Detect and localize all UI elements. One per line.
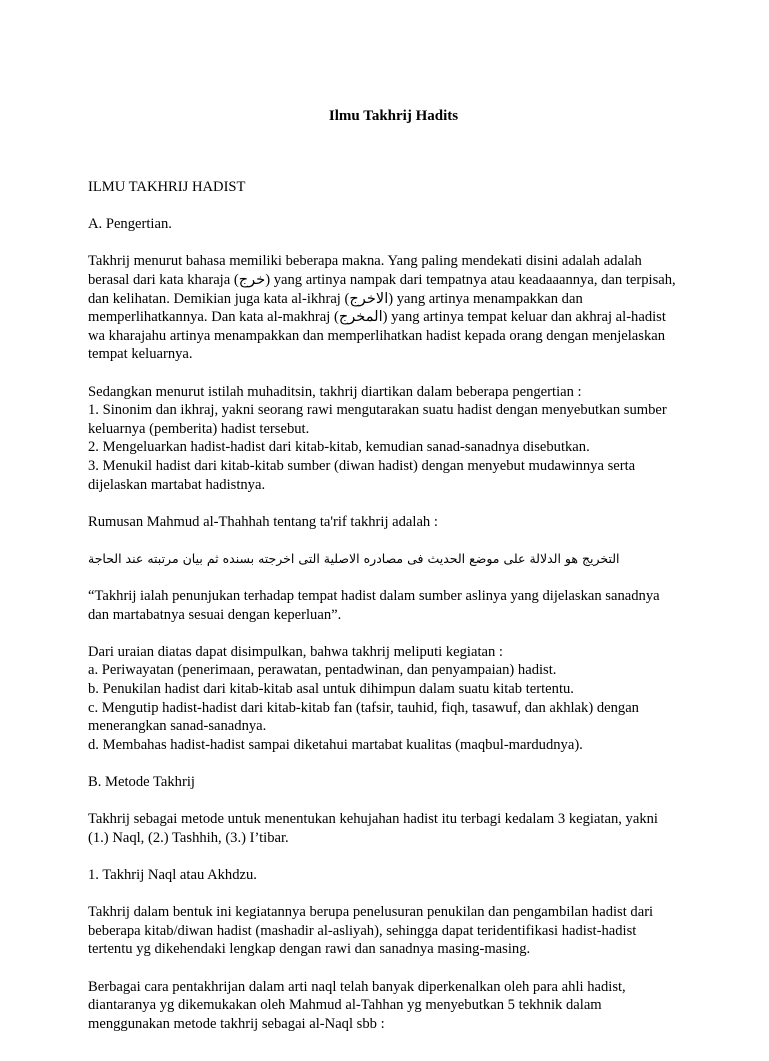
paragraph-activities xyxy=(88,643,699,755)
paragraph-techniques xyxy=(88,978,699,1034)
text-line: dan kelihatan. Demikian juga kata al-ikhraj (الاخرج) yang artinya menampakkan dan xyxy=(88,290,583,307)
paragraph-formulation: Rumusan Mahmud al-Thahhah tentang ta'rif takhrij adalah : xyxy=(88,513,438,530)
text-line: a. Periwayatan (penerimaan, perawatan, pentadwinan, dan penyampaian) hadist. xyxy=(88,662,557,679)
text-line: berasal dari kata kharaja (خرج) yang artinya nampak dari tempatnya atau keadaaannya, dan terpisah, xyxy=(88,271,676,288)
text-line: Takhrij dalam bentuk ini kegiatannya berupa penelusuran penukilan dan pengambilan hadist dari xyxy=(88,904,654,921)
text-line: d. Membahas hadist-hadist sampai diketahui martabat kualitas (maqbul-mardudnya). xyxy=(88,736,583,753)
text-line: Takhrij menurut bahasa memiliki beberapa makna. Yang paling mendekati disini adalah adalah xyxy=(88,253,642,270)
subsection-naql-heading: 1. Takhrij Naql atau Akhdzu. xyxy=(88,866,257,883)
text-line: beberapa kitab/diwan hadist (mashadir al-asliyah), sehingga dapat teridentifikasi hadist-hadist xyxy=(88,922,637,939)
paragraph-definition-term xyxy=(88,383,699,495)
arabic-definition: التخريج هو الدلالة على موضع الحديث فى مصادره الاصلية التى اخرجته بسنده ثم بيان مرتبته عند الحاجة xyxy=(88,550,620,566)
text-line: dan martabatnya sesuai dengan keperluan”. xyxy=(88,606,342,623)
text-line: Sedangkan menurut istilah muhaditsin, takhrij diartikan dalam beberapa pengertian : xyxy=(88,383,582,400)
paragraph-naql xyxy=(88,903,699,959)
text-line: dijelaskan martabat hadistnya. xyxy=(88,476,266,493)
text-line: wa kharajahu artinya menampakkan dan memperlihatkan hadist kepada orang dengan menjelaskan xyxy=(88,327,666,344)
text-line: Berbagai cara pentakhrijan dalam arti naql telah banyak diperkenalkan oleh para ahli hadist, xyxy=(88,978,626,995)
section-b-heading: B. Metode Takhrij xyxy=(88,774,195,790)
paragraph-translation-quote xyxy=(88,587,699,624)
text-line: diantaranya yg dikemukakan oleh Mahmud al-Tahhan yg menyebutkan 5 tekhnik dalam xyxy=(88,997,602,1014)
section-a-heading: A. Pengertian. xyxy=(88,216,172,233)
text-line: keluarnya (pemberita) hadist tersebut. xyxy=(88,420,310,437)
paragraph-method xyxy=(88,810,699,847)
text-line: Dari uraian diatas dapat disimpulkan, bahwa takhrij meliputi kegiatan : xyxy=(88,643,503,660)
text-line: tertentu yg dikehendaki lengkap dengan rawi dan sanadnya masing-masing. xyxy=(88,941,531,958)
text-line: “Takhrij ialah penunjukan terhadap tempat hadist dalam sumber aslinya yang dijelaskan sanadnya xyxy=(88,588,660,605)
text-line: memperlihatkannya. Dan kata al-makhraj (المخرج) yang artinya tempat keluar dan akhraj al-hadist xyxy=(88,309,666,326)
main-heading: ILMU TAKHRIJ HADIST xyxy=(88,179,246,195)
text-line: menerangkan sanad-sanadnya. xyxy=(88,718,267,735)
document-title: Ilmu Takhrij Hadits xyxy=(328,108,459,124)
text-line: b. Penukilan hadist dari kitab-kitab asal untuk dihimpun dalam suatu kitab tertentu. xyxy=(88,681,574,698)
text-line: c. Mengutip hadist-hadist dari kitab-kitab fan (tafsir, tauhid, fiqh, tasawuf, dan akhlak) dengan xyxy=(88,699,639,716)
text-line: 2. Mengeluarkan hadist-hadist dari kitab-kitab, kemudian sanad-sanadnya disebutkan. xyxy=(88,439,590,456)
text-line: 3. Menukil hadist dari kitab-kitab sumber (diwan hadist) dengan menyebut mudawinnya serta xyxy=(88,457,636,474)
text-line: tempat keluarnya. xyxy=(88,346,193,363)
text-line: Takhrij sebagai metode untuk menentukan kehujahan hadist itu terbagi kedalam 3 kegiatan, yakni xyxy=(88,811,658,828)
text-line: (1.) Naql, (2.) Tashhih, (3.) I’tibar. xyxy=(88,829,289,846)
text-line: menggunakan metode takhrij sebagai al-Naql sbb : xyxy=(88,1015,385,1032)
arabic-definition-block xyxy=(88,550,699,569)
text-line: 1. Sinonim dan ikhraj, yakni seorang rawi mengutarakan suatu hadist dengan menyebutkan sumber xyxy=(88,402,667,419)
paragraph-definition-language xyxy=(88,252,699,364)
